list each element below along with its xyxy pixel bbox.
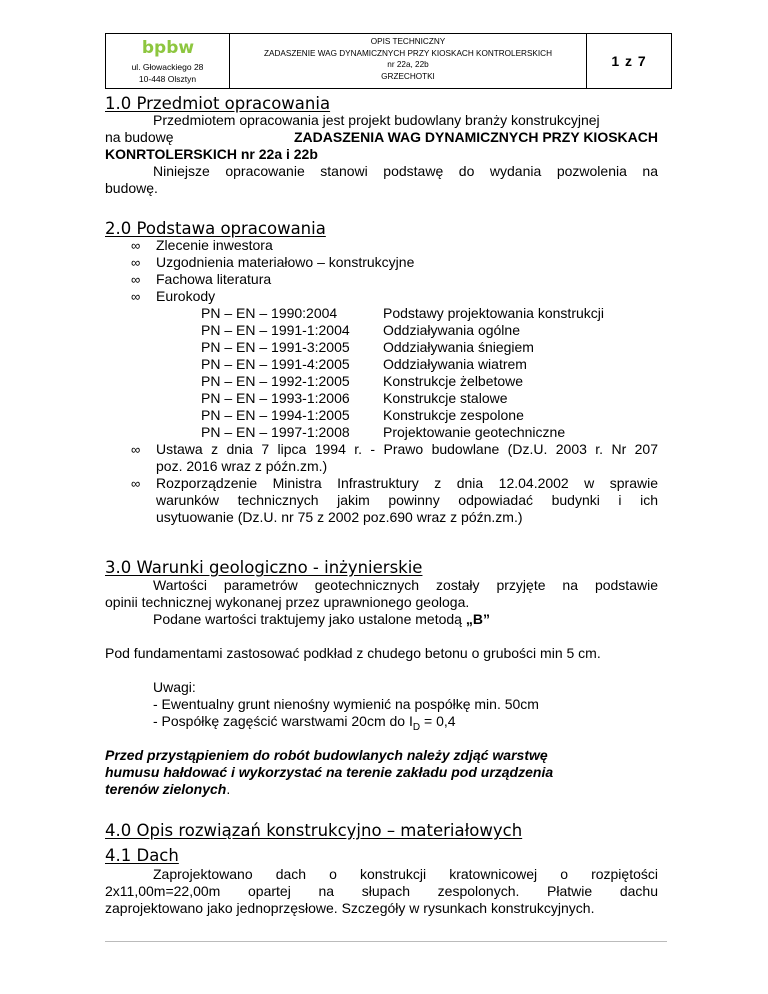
standard-desc: Podstawy projektowania konstrukcji	[383, 305, 604, 321]
basis-item-3-text: Fachowa literatura	[156, 271, 272, 287]
law-2-line1: Rozporządzenie Ministra Infrastruktury z dnia 12.04.2002 w sprawie	[156, 475, 658, 491]
bullet-icon: ∞	[131, 238, 141, 253]
standard-code: PN – EN – 1991-1:2004	[201, 322, 350, 338]
section-1-p1-line2-pre: na budowę	[105, 129, 174, 145]
project-title: ZADASZENIE WAG DYNAMICZNYCH PRZY KIOSKACH KONTROLERSKICH	[264, 48, 552, 58]
section-1-heading: 1.0 Przedmiot opracowania	[105, 94, 331, 113]
basis-item-1-text: Zlecenie inwestora	[156, 237, 273, 253]
section-3-p3: Pod fundamentami zastosować podkład z chudego betonu o grubości min 5 cm.	[105, 645, 601, 661]
law-1-line2: poz. 2016 wraz z późn.zm.)	[156, 458, 328, 474]
header-title-cell	[230, 34, 587, 88]
note-2	[153, 713, 456, 736]
section-2-heading: 2.0 Podstawa opracowania	[105, 219, 326, 238]
warning-line2: humusu hałdować i wykorzystać na terenie zakładu pod urządzenia	[105, 764, 554, 780]
standard-desc: Konstrukcje żelbetowe	[383, 373, 524, 389]
basis-item-4-text: Eurokody	[156, 288, 216, 304]
law-2-line2: warunków technicznych jakim powinny odpowiadać budynki i ich	[156, 492, 658, 508]
bullet-icon: ∞	[131, 255, 141, 270]
section-4-1-p1-line1: Zaprojektowano dach o konstrukcji kratownicowej o rozpiętości	[153, 866, 658, 882]
address-line-2: 10-448 Olsztyn	[138, 74, 197, 84]
law-2-line3: usytuowanie (Dz.U. nr 75 z 2002 poz.690 wraz z późn.zm.)	[156, 509, 523, 525]
section-1-p1-line3: KONRTOLERSKICH nr 22a i 22b	[105, 146, 318, 162]
note-2-value: = 0,4	[420, 713, 456, 729]
standard-code: PN – EN – 1993-1:2006	[201, 390, 350, 406]
section-1-p1-line2	[105, 129, 658, 146]
project-numbers: nr 22a, 22b	[387, 60, 429, 69]
standard-desc: Oddziaływania ogólne	[383, 322, 520, 338]
warning-line1: Przed przystąpieniem do robót budowlanych należy zdjąć warstwę	[105, 747, 548, 763]
standard-desc: Oddziaływania wiatrem	[383, 356, 527, 372]
header-logo-cell	[106, 34, 230, 88]
section-4-1-p1-line3: zaprojektowano jako jednoprzęsłowe. Szczegóły w rysunkach konstrukcyjnych.	[105, 900, 595, 916]
section-3-p1-line1: Wartości parametrów geotechnicznych zostały przyjęte na podstawie	[153, 577, 658, 593]
standard-desc: Konstrukcje zespolone	[383, 407, 524, 423]
address-line-1: ul. Głowackiego 28	[131, 62, 204, 72]
company-address	[106, 61, 229, 85]
page-number: 1 z 7	[611, 53, 647, 69]
standard-code: PN – EN – 1994-1:2005	[201, 407, 350, 423]
standard-code: PN – EN – 1990:2004	[201, 305, 338, 321]
warning-line3-end: .	[226, 781, 231, 797]
warning-line3-text: terenów zielonych	[105, 781, 227, 797]
section-3-heading: 3.0 Warunki geologiczno - inżynierskie	[105, 558, 423, 577]
section-1-p1-line2-bold: ZADASZENIA WAG DYNAMICZNYCH PRZY KIOSKACH	[293, 129, 658, 145]
standard-desc: Projektowanie geotechniczne	[383, 424, 566, 440]
section-3-p1-line2: opinii technicznej wykonanej przez uprawnionego geologa.	[105, 594, 470, 610]
law-1-line1: Ustawa z dnia 7 lipca 1994 r. - Prawo budowlane (Dz.U. 2003 r. Nr 207	[156, 441, 658, 457]
bullet-icon: ∞	[131, 289, 141, 304]
standard-code: PN – EN – 1991-4:2005	[201, 356, 350, 372]
footer-divider	[105, 941, 667, 942]
bpbw-logo-icon	[137, 38, 199, 58]
section-4-1-heading: 4.1 Dach	[105, 846, 179, 865]
standard-code: PN – EN – 1992-1:2005	[201, 373, 350, 389]
bullet-icon: ∞	[131, 272, 141, 287]
bullet-icon: ∞	[131, 476, 141, 491]
section-4-heading: 4.0 Opis rozwiązań konstrukcyjno – materiałowych	[105, 821, 523, 840]
notes-title: Uwagi:	[153, 679, 196, 695]
section-1-p2-line1: Niniejsze opracowanie stanowi podstawę do wydania pozwolenia na	[153, 163, 658, 179]
note-2-subscript: D	[412, 721, 421, 733]
section-3-p2-text: Podane wartości traktujemy jako ustalone metodą	[153, 611, 462, 627]
warning-line3	[105, 781, 230, 798]
company-logo	[106, 37, 229, 59]
section-4-1-p1-line2: 2x11,00m=22,00m opartej na słupach zespolonych. Płatwie dachu	[105, 883, 658, 899]
bullet-icon: ∞	[131, 442, 141, 457]
standard-code: PN – EN – 1991-3:2005	[201, 339, 350, 355]
note-2-text: - Pospółkę zagęścić warstwami 20cm do I	[153, 713, 413, 729]
method-label: „B”	[465, 611, 490, 627]
doc-type: OPIS TECHNICZNY	[370, 37, 446, 46]
section-3-p2	[153, 611, 490, 628]
standard-code: PN – EN – 1997-1:2008	[201, 424, 350, 440]
section-1-p1-line1: Przedmiotem opracowania jest projekt budowlany branży konstrukcyjnej	[153, 112, 600, 128]
basis-item-2-text: Uzgodnienia materiałowo – konstrukcyjne	[156, 254, 415, 270]
page-header	[105, 33, 672, 89]
logo-text: bpbw	[141, 38, 194, 58]
note-1: - Ewentualny grunt nienośny wymienić na pospółkę min. 50cm	[153, 696, 539, 712]
section-1-p2-line2: budowę.	[105, 180, 158, 196]
standard-desc: Konstrukcje stalowe	[383, 390, 508, 406]
standard-desc: Oddziaływania śniegiem	[383, 339, 534, 355]
project-location: GRZECHOTKI	[381, 71, 435, 81]
